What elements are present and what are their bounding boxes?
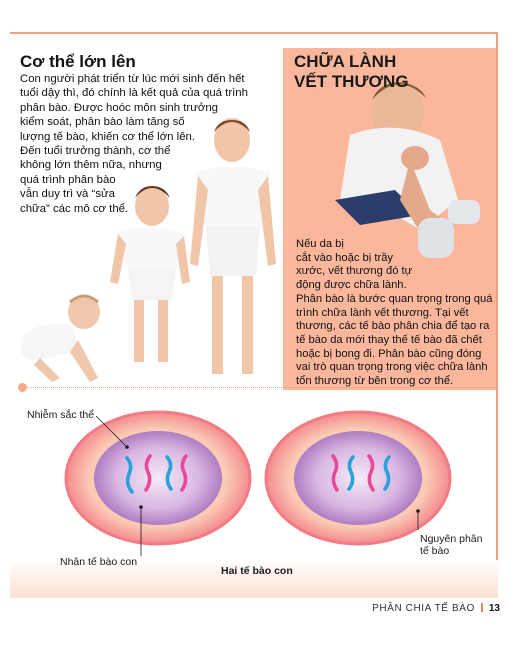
healing-line: cắt vào hoặc bị trầy [296, 251, 394, 264]
growth-line: phân bào. Được hoóc môn sinh trưởng [20, 101, 218, 114]
growth-line: không lớn thêm nữa, nhưng [20, 159, 162, 172]
healing-title-line: CHỮA LÀNH [294, 52, 397, 71]
healing-line: tế bào da mới thay thế tế bào đã chết [296, 333, 482, 346]
growth-line: chữa” các mô cơ thể. [20, 202, 129, 215]
chapter-title: PHÂN CHIA TẾ BÀO [372, 603, 475, 614]
page-footer [372, 603, 500, 614]
healing-line: xước, vết thương đó tự [296, 265, 413, 278]
healing-line: thương, các tế bào phân chia để tạo ra [296, 320, 490, 333]
growth-line: lượng tế bào, khiến cơ thể lớn lên. [20, 130, 196, 143]
cytoplasm-label [420, 533, 482, 557]
healing-line: Nếu da bị [296, 238, 344, 250]
page-number: 13 [488, 603, 500, 614]
healing-line: động được chữa lành. [296, 279, 407, 292]
growth-title: Cơ thể lớn lên [20, 52, 136, 71]
healing-line: tổn thương từ bên trong cơ thể. [296, 375, 454, 388]
left-daughter-cell [66, 412, 250, 544]
growth-line: Đến tuổi trưởng thành, cơ thể [20, 145, 171, 158]
healing-line: hoặc bị bong đi. Phân bào cũng đóng [296, 347, 482, 360]
growth-line: quá trình phân bào [20, 173, 116, 186]
healing-line: vai trò quan trọng trong việc chữa lành [296, 361, 488, 374]
diagram-caption: Hai tế bào con [221, 565, 293, 577]
cytoplasm-label-line: Nguyên phân [420, 533, 483, 545]
growth-line: Con người phát triển từ lúc mới sinh đến hết [20, 73, 245, 85]
healing-line: Phân bào là bước quan trọng trong quá [296, 292, 493, 305]
healing-title-line: VẾT THƯƠNG [294, 72, 409, 91]
cytoplasm-label-line: tế bào [420, 545, 450, 557]
nucleus-label: Nhân tế bào con [60, 556, 138, 568]
footer-separator [481, 603, 483, 612]
growth-line: tuổi dậy thì, đó chính là kết quả của quá trình [20, 87, 248, 100]
growth-line: vẫn duy trì và “sửa [20, 188, 115, 201]
healing-line: trình chữa lành vết thương. Tại vết [296, 306, 469, 319]
right-daughter-cell [266, 412, 450, 544]
growth-line: kiểm soát, phân bào làm tăng số [20, 116, 185, 129]
chromosome-label: Nhiễm sắc thể [27, 409, 95, 421]
